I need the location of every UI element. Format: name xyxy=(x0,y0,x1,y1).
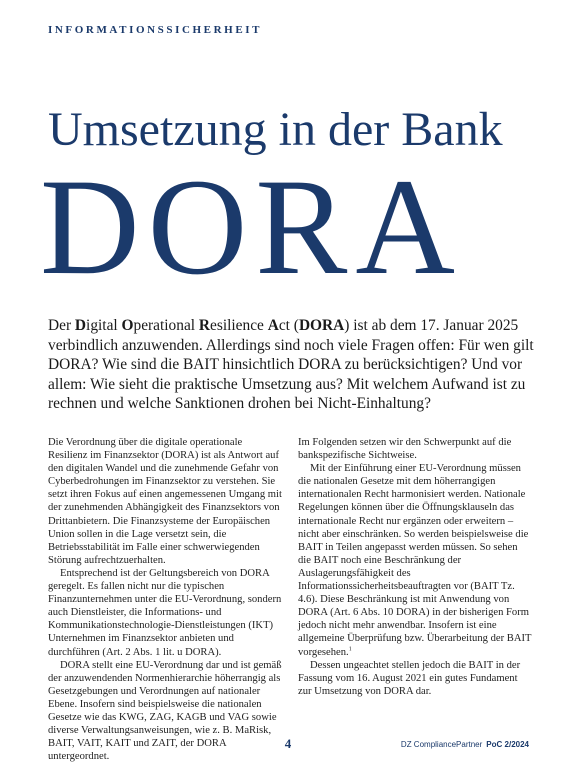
footnote-marker[interactable]: 1 xyxy=(348,645,352,652)
footer-brand-name: DZ CompliancePartner xyxy=(400,740,483,749)
body-column-left xyxy=(48,436,283,763)
body-paragraph: DORA stellt eine EU-Verordnung dar und ist gemäß der anzuwendenden Normenhierarchie höherrangig als Gesetzgebungen und Verordnungen auf nationaler Ebene. Insofern sind beispielsweise die nationalen Gesetze wie das KWG, ZAG, KAGB und VAG sowie diverse Verwaltungsanweisungen, wie z. B. MaRisk, BAIT, VAIT, KAIT und ZAIT, der DORA untergeordnet. xyxy=(48,659,282,763)
body-paragraph: Mit der Einführung einer EU-Verordnung müssen die nationalen Gesetze mit dem höherrangigen internationalen Recht harmonisiert werden. Nationale Regelungen können über die Öffnungsklauseln das internationale Recht nur ergänzen oder erweitern – nicht aber einschränken. So werden beispielsweise die BAIT in Teilen angepasst werden müssen. So sehen die BAIT noch eine Beschränkung der Auslagerungsfähigkeit des Informationssicherheitsbeauftragten vor (BAIT Tz. 4.6). Diese Beschränkung ist mit Anwendung von DORA (Art. 6 Abs. 10 DORA) in der bisherigen Form jedoch nicht mehr anwendbar. Insofern ist eine allgemeine Überprüfung bzw. Überarbeitung der BAIT vorgesehen.$^1$ xyxy=(298,463,532,658)
page-title: Umsetzung in der Bank xyxy=(48,103,503,156)
body-paragraph: Im Folgenden setzen wir den Schwerpunkt auf die bankspezifische Sichtweise. xyxy=(298,437,512,462)
section-label: INFORMATIONSSICHERHEIT xyxy=(48,24,263,36)
footer-brand xyxy=(401,740,529,749)
body-paragraph: Entsprechend ist der Geltungsbereich von DORA geregelt. Es fallen nicht nur die typischen Finanzunternehmen unter die EU-Verordnung, sondern auch Dienstleister, die Informations- und Kommunikationstechnologie-Dienstleistungen (IKT) Unternehmen im Finanzsektor anbieten und durchführen (Art. 2 Abs. 1 lit. u DORA). xyxy=(48,567,282,658)
body-paragraph: Dessen ungeachtet stellen jedoch die BAIT in der Fassung vom 16. August 2021 ein gutes Fundament zur Umsetzung von DORA dar. xyxy=(298,659,521,697)
page-number: 4 xyxy=(284,736,292,751)
lead-paragraph: Der Digital Operational Resilience Act (DORA) ist ab dem 17. Januar 2025 verbindlich anzuwenden. Allerdings sind noch viele Fragen offen: Für wen gilt DORA? Wie sind die BAIT hinsichtlich DORA zu berücksichtigen? Und vor allem: Wie sieht die praktische Umsetzung aus? Mit welchem Aufwand ist zu rechnen und welche Sanktionen drohen bei Nicht-Einhaltung? xyxy=(48,317,534,413)
body-paragraph: Die Verordnung über die digitale operationale Resilienz im Finanzsektor (DORA) ist als Antwort auf den digitalen Wandel und die zunehmende Gefahr von Cyberbedrohungen im Finanzsektor zu verstehen. Sie setzt ihren Fokus auf einen angemessenen Umgang mit der zunehmenden Abhängigkeit des Finanzsektors von Drittanbietern. Die Finanzsysteme der Europäischen Union sollen in die Lage versetzt sein, die Betriebsstabilität im Falle einer schwerwiegenden Störung aufrechtzuerhalten. xyxy=(48,437,282,566)
body-column-right xyxy=(298,436,532,698)
page-title-large: DORA xyxy=(40,150,464,303)
footer-issue: PoC 2/2024 xyxy=(486,740,529,749)
